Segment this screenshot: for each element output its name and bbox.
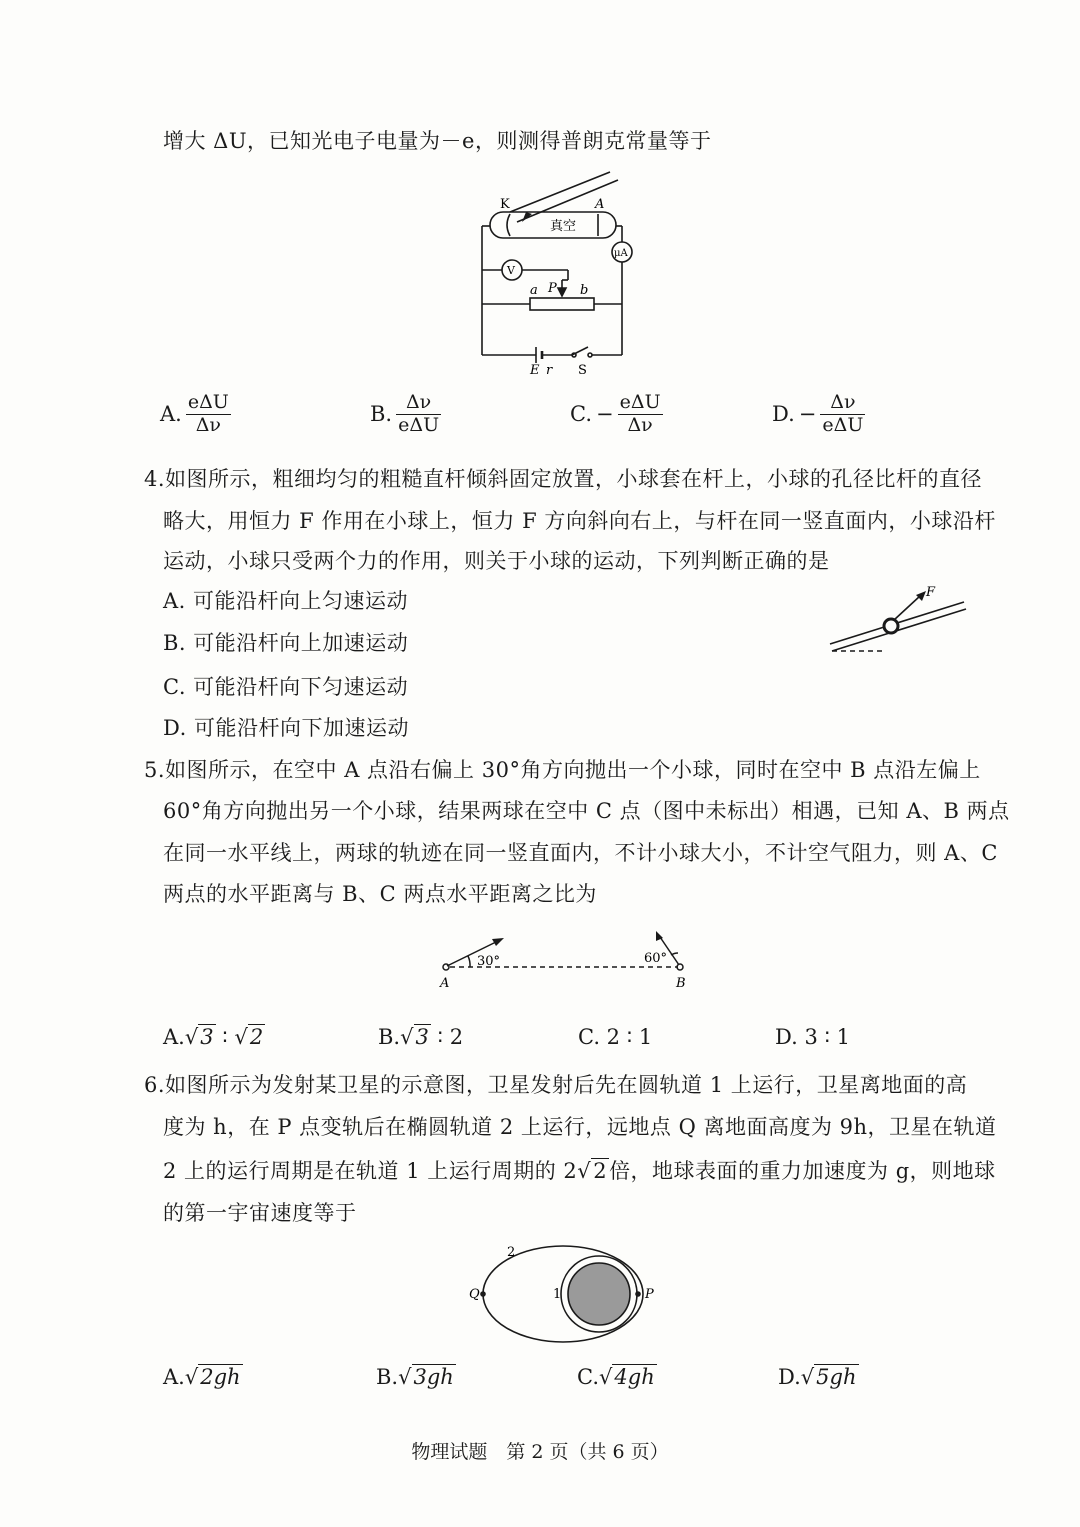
q6-line-4: 的第一宇宙速度等于 bbox=[163, 1201, 357, 1225]
q5-line-2: 60°角方向抛出另一个小球，结果两球在空中 C 点（图中未标出）相遇，已知 A、B 两点 bbox=[163, 799, 1010, 823]
sqrt: √4gh bbox=[599, 1365, 655, 1389]
sqrt: √2gh bbox=[184, 1365, 241, 1389]
label-voltmeter: V bbox=[507, 264, 515, 277]
q4-line-2: 略大，用恒力 F 作用在小球上，恒力 F 方向斜向右上，与杆在同一竖直面内，小球沿杆 bbox=[163, 509, 996, 533]
q4-option-a: A. 可能沿杆向上匀速运动 bbox=[163, 589, 409, 613]
sqrt: √2 bbox=[577, 1159, 608, 1183]
label-a: a bbox=[530, 283, 538, 298]
q6-option-c: C.√4gh bbox=[577, 1365, 655, 1389]
label-vacuum: 真空 bbox=[550, 219, 577, 234]
q6-option-b: B.√3gh bbox=[376, 1365, 454, 1389]
sqrt: √5gh bbox=[800, 1365, 857, 1389]
label-Q: Q bbox=[469, 1287, 480, 1302]
q6-line-1: 6.如图所示为发射某卫星的示意图，卫星发射后先在圆轨道 1 上运行，卫星离地面的高 bbox=[144, 1073, 968, 1097]
label-r: r bbox=[546, 363, 553, 378]
q5-option-c: C. 2 ∶ 1 bbox=[578, 1025, 653, 1049]
q4-line-3: 运动，小球只受两个力的作用，则关于小球的运动，下列判断正确的是 bbox=[163, 549, 830, 573]
label-b: b bbox=[580, 283, 589, 298]
label-P-slider: P bbox=[548, 281, 557, 296]
label-A-point: A bbox=[440, 976, 450, 991]
label-E: E bbox=[530, 363, 540, 378]
label-B-point: B bbox=[676, 976, 686, 991]
label-S: S bbox=[578, 363, 587, 378]
q3-option-b: B. $\frac{\Delta\nu}{\text{eΔU}}$ bbox=[370, 391, 440, 436]
q4-option-c: C. 可能沿杆向下匀速运动 bbox=[163, 675, 409, 699]
q4-option-b: B. 可能沿杆向上加速运动 bbox=[163, 631, 409, 655]
fraction: $\frac{\Delta\nu}{\text{eΔU}}$ bbox=[398, 391, 440, 436]
q3-option-a: A. $\frac{\text{eΔU}}{\Delta\nu}$ bbox=[160, 391, 229, 436]
q3-tail-text: 增大 ΔU，已知光电子电量为－e，则测得普朗克常量等于 bbox=[163, 129, 712, 153]
fraction: $\frac{\text{eΔU}}{\Delta\nu}$ bbox=[187, 391, 229, 436]
inclined-rod-figure bbox=[822, 584, 972, 660]
q5-line-1: 5.如图所示，在空中 A 点沿右偏上 30°角方向抛出一个小球，同时在空中 B 点沿左偏上 bbox=[144, 758, 981, 782]
q4-line-1: 4.如图所示，粗细均匀的粗糙直杆倾斜固定放置，小球套在杆上，小球的孔径比杆的直径 bbox=[144, 467, 983, 491]
label-orbit-2: 2 bbox=[507, 1245, 516, 1260]
label-K: K bbox=[500, 197, 510, 212]
q5-option-b: B.√3 ∶ 2 bbox=[378, 1025, 464, 1049]
q5-option-d: D. 3 ∶ 1 bbox=[775, 1025, 850, 1049]
q6-line-3: 2 上的运行周期是在轨道 1 上运行周期的 2√2倍，地球表面的重力加速度为 g，则地球 bbox=[163, 1159, 996, 1183]
q3-option-d: D. − $\frac{\Delta\nu}{\text{eΔU}}$ bbox=[772, 391, 864, 436]
page-footer: 物理试题 第 2 页（共 6 页） bbox=[411, 1441, 669, 1463]
fraction: $\frac{\Delta\nu}{\text{eΔU}}$ bbox=[822, 391, 864, 436]
label-orbit-1: 1 bbox=[553, 1287, 562, 1302]
label-F: F bbox=[926, 585, 936, 600]
label-A-anode: A bbox=[595, 197, 605, 212]
q3-option-c: C. − $\frac{\text{eΔU}}{\Delta\nu}$ bbox=[570, 391, 661, 436]
photoelectric-circuit-figure bbox=[470, 170, 640, 380]
label-angle-60: 60° bbox=[644, 951, 668, 966]
sqrt: √2 bbox=[234, 1025, 264, 1049]
q4-option-d: D. 可能沿杆向下加速运动 bbox=[163, 716, 409, 740]
q6-line-2: 度为 h，在 P 点变轨后在椭圆轨道 2 上运行，远地点 Q 离地面高度为 9h，卫星在轨道 bbox=[163, 1115, 997, 1139]
sqrt: √3 bbox=[400, 1025, 429, 1049]
label-angle-30: 30° bbox=[477, 954, 501, 969]
q5-line-3: 在同一水平线上，两球的轨迹在同一竖直面内，不计小球大小，不计空气阻力，则 A、C bbox=[163, 841, 998, 865]
fraction: $\frac{\text{eΔU}}{\Delta\nu}$ bbox=[619, 391, 661, 436]
sqrt: √3gh bbox=[398, 1365, 454, 1389]
sqrt: √3 bbox=[184, 1025, 214, 1049]
projectile-figure bbox=[430, 925, 700, 995]
label-P-point: P bbox=[645, 1287, 654, 1302]
q5-line-4: 两点的水平距离与 B、C 两点水平距离之比为 bbox=[163, 882, 597, 906]
label-microammeter: μA bbox=[614, 248, 628, 259]
q5-option-a: A.√3 ∶ √2 bbox=[163, 1025, 264, 1049]
q6-option-d: D.√5gh bbox=[778, 1365, 857, 1389]
q6-option-a: A.√2gh bbox=[163, 1365, 241, 1389]
satellite-orbit-figure bbox=[465, 1238, 665, 1348]
